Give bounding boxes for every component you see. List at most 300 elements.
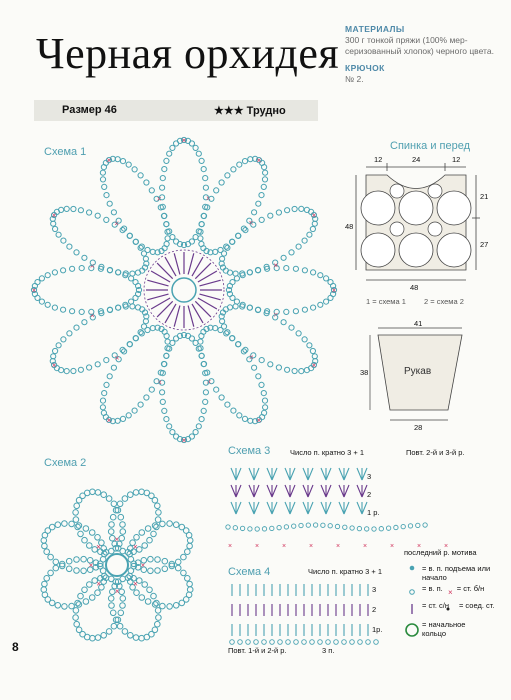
- chain-stitch: [100, 170, 105, 175]
- chain-stitch: [78, 593, 84, 599]
- chain-stitch: [357, 526, 361, 530]
- sc-stitch: ×: [89, 261, 95, 271]
- scheme4-row2: 2: [372, 605, 377, 614]
- sc-stitch: ×: [255, 543, 260, 550]
- chain-stitch: [79, 266, 84, 271]
- chain-stitch: [44, 576, 50, 582]
- chain-stitch: [67, 244, 72, 249]
- chain-stitch: [201, 167, 206, 172]
- chain-stitch: [281, 255, 286, 260]
- sc-stitch: ×: [96, 579, 102, 589]
- dim-top-right: 12: [452, 155, 461, 164]
- chain-stitch: [162, 408, 167, 413]
- chain-stitch: [49, 600, 55, 606]
- fan-stitch: [285, 502, 295, 514]
- chain-stitch: [83, 526, 89, 532]
- chain-stitch: [292, 206, 297, 211]
- chain-stitch: [73, 615, 79, 621]
- chain-stitch: [95, 635, 101, 641]
- chain-stitch: [187, 543, 193, 549]
- chain-stitch: [111, 365, 116, 370]
- chain-stitch: [55, 522, 61, 528]
- chain-stitch: [79, 309, 84, 314]
- chain-stitch: [61, 238, 66, 243]
- chain-stitch: [84, 634, 90, 640]
- scheme2-label: Схема 2: [44, 457, 87, 469]
- chain-stitch: [285, 208, 290, 213]
- chain-stitch: [81, 568, 87, 574]
- chain-stitch: [133, 635, 139, 641]
- chain-stitch: [262, 410, 267, 415]
- chain-stitch: [69, 521, 75, 527]
- chain-stitch: [324, 276, 329, 281]
- chain-stitch: [334, 640, 339, 645]
- dc-stitch: [147, 294, 168, 300]
- chain-stitch: [42, 532, 48, 538]
- chain-stitch: [120, 603, 126, 609]
- chain-stitch: [61, 307, 66, 312]
- chain-stitch: [101, 633, 107, 639]
- chain-stitch: [71, 368, 76, 373]
- chain-stitch: [89, 530, 95, 536]
- chain-stitch: [259, 193, 264, 198]
- materials-text: 300 г тонкой пряжи (100% мер-серизованный хлопок) черного цвета.: [345, 35, 494, 56]
- chain-stitch: [318, 640, 323, 645]
- chain-stitch: [73, 517, 79, 523]
- chain-stitch: [199, 222, 204, 227]
- chain-stitch: [187, 581, 193, 587]
- chain-stitch: [74, 503, 80, 509]
- chain-stitch: [262, 177, 267, 182]
- chain-stitch: [326, 640, 331, 645]
- chain-stitch: [259, 358, 264, 363]
- chain-stitch: [148, 568, 154, 574]
- chain-stitch: [61, 268, 66, 273]
- sc-stitch: ×: [31, 286, 37, 295]
- chain-stitch: [100, 398, 105, 403]
- chain-stitch: [56, 343, 61, 348]
- chain-stitch: [70, 309, 75, 314]
- chain-stitch: [82, 320, 87, 325]
- chain-stitch: [233, 526, 237, 530]
- chain-stitch: [193, 430, 198, 435]
- chain-stitch: [135, 305, 140, 310]
- chain-stitch: [39, 276, 44, 281]
- chain-stitch: [132, 408, 137, 413]
- chain-stitch: [134, 535, 140, 541]
- chain-stitch: [129, 299, 134, 304]
- chain-stitch: [268, 213, 273, 218]
- chain-stitch: [74, 568, 80, 574]
- fan-stitch: [303, 468, 313, 480]
- chain-stitch: [254, 640, 259, 645]
- sc-stitch: ×: [114, 535, 120, 544]
- chain-stitch: [318, 273, 323, 278]
- chain-stitch: [203, 399, 208, 404]
- chain-stitch: [310, 640, 315, 645]
- sc-stitch: ×: [248, 218, 254, 228]
- chain-stitch: [147, 587, 153, 593]
- chain-stitch: [78, 531, 84, 537]
- chain-stitch: [193, 145, 198, 150]
- page-title: Черная орхидея: [36, 29, 340, 78]
- chain-stitch: [127, 342, 132, 347]
- chain-stitch: [74, 621, 80, 627]
- chain-stitch: [299, 523, 303, 527]
- chain-stitch: [138, 402, 143, 407]
- chain-stitch: [82, 587, 88, 593]
- fan-stitch: [249, 468, 259, 480]
- chain-stitch: [224, 331, 229, 336]
- chain-stitch: [299, 206, 304, 211]
- chain-stitch: [289, 250, 294, 255]
- chain-stitch: [175, 565, 181, 571]
- chain-stitch: [156, 615, 162, 621]
- chain-stitch: [111, 623, 117, 629]
- chain-stitch: [89, 595, 95, 601]
- chain-stitch: [165, 339, 170, 344]
- chain-stitch: [75, 524, 81, 530]
- chain-stitch: [155, 568, 161, 574]
- scheme3-rows: Повт. 2-й и 3-й р.: [406, 448, 465, 457]
- chain-stitch: [296, 244, 301, 249]
- chain-stitch: [318, 302, 323, 307]
- chain-stitch: [296, 331, 301, 336]
- chain-stitch: [127, 233, 132, 238]
- chain-stitch: [174, 336, 179, 341]
- chain-stitch: [292, 368, 297, 373]
- chain-stitch: [179, 524, 185, 530]
- chain-stitch: [154, 600, 160, 606]
- difficulty-stars-icon: ★★★: [214, 105, 244, 117]
- chain-stitch: [109, 522, 115, 528]
- chain-stitch: [247, 270, 252, 275]
- chain-stitch: [358, 640, 363, 645]
- sc-stitch: ×: [181, 136, 187, 145]
- fan-stitch: [339, 502, 349, 514]
- sc-stitch: ×: [256, 156, 262, 166]
- chain-stitch: [259, 217, 264, 222]
- chain-stitch: [53, 226, 58, 231]
- chain-stitch: [262, 640, 267, 645]
- sc-stitch: ×: [311, 361, 317, 370]
- chain-stitch: [62, 604, 68, 610]
- sc-stitch: ×: [206, 377, 212, 387]
- chain-stitch: [386, 526, 390, 530]
- legend-item-2: = ст. б/н: [456, 584, 485, 593]
- chain-stitch: [155, 608, 161, 614]
- sc-stitch: ×: [140, 560, 146, 570]
- chain-stitch: [233, 304, 238, 309]
- fan-stitch: [267, 468, 277, 480]
- chain-stitch: [116, 305, 121, 310]
- chain-stitch: [95, 590, 101, 596]
- chain-stitch: [263, 405, 268, 410]
- chain-stitch: [120, 159, 125, 164]
- chain-stitch: [311, 270, 316, 275]
- legend-item-0: = в. п. подъема или начало: [422, 564, 491, 582]
- small-motif-circle: [390, 222, 404, 236]
- chain-stitch: [203, 185, 208, 190]
- chain-stitch: [203, 176, 208, 181]
- sc-stitch: ×: [114, 218, 120, 228]
- chain-stitch: [408, 524, 412, 528]
- starting-ring: [106, 554, 128, 576]
- chain-stitch: [133, 490, 139, 496]
- chain-stitch: [199, 353, 204, 358]
- dc-stitch: [174, 306, 180, 327]
- chain-stitch: [167, 151, 172, 156]
- scheme4-row3: 3: [372, 585, 377, 594]
- chain-stitch: [138, 330, 143, 335]
- chain-stitch: [141, 324, 146, 329]
- legend-item-5: = начальное кольцо: [422, 620, 466, 638]
- chain-stitch: [118, 514, 124, 520]
- sleeve-label: Рукав: [404, 366, 432, 377]
- dc-stitch: [188, 253, 194, 274]
- chain-stitch: [307, 232, 312, 237]
- chain-stitch: [145, 526, 151, 532]
- chain-stitch: [230, 239, 235, 244]
- chain-stitch: [225, 173, 230, 178]
- chain-stitch: [90, 489, 96, 495]
- chain-stitch: [76, 523, 82, 529]
- chain-stitch: [276, 210, 281, 215]
- chain-stitch: [219, 395, 224, 400]
- chain-stitch: [53, 565, 59, 571]
- chain-stitch: [160, 176, 165, 181]
- chain-stitch: [120, 596, 126, 602]
- chain-stitch: [119, 535, 125, 541]
- scheme2-diagram: [41, 489, 193, 641]
- chain-stitch: [95, 535, 101, 541]
- sc-stitch: ×: [273, 310, 279, 320]
- chain-stitch: [52, 270, 57, 275]
- back-front-label: Спинка и перед: [390, 140, 471, 152]
- chain-stitch: [230, 640, 235, 645]
- chain-stitch: [302, 337, 307, 342]
- dim-bottom: 48: [410, 283, 419, 292]
- chain-stitch: [242, 416, 247, 421]
- sc-stitch: ×: [106, 156, 112, 166]
- scheme3-repeat: Число п. кратно 3 + 1: [290, 448, 365, 457]
- chain-stitch: [237, 413, 242, 418]
- dim-top-mid: 24: [412, 155, 421, 164]
- chain-stitch: [160, 390, 165, 395]
- page-number: 8: [12, 640, 19, 654]
- chain-stitch: [307, 343, 312, 348]
- chain-stitch: [100, 405, 105, 410]
- chain-stitch: [302, 268, 307, 273]
- chain-stitch: [302, 640, 307, 645]
- chain-stitch: [231, 167, 236, 172]
- chain-stitch: [59, 368, 64, 373]
- difficulty-text: Трудно: [246, 105, 286, 117]
- sc-stitch: ×: [256, 415, 262, 425]
- chain-stitch: [41, 587, 47, 593]
- chain-stitch: [196, 151, 201, 156]
- chain-stitch: [394, 525, 398, 529]
- chain-stitch: [173, 603, 179, 609]
- dim-top-left: 12: [374, 155, 383, 164]
- chain-stitch: [120, 416, 125, 421]
- chain-stitch: [285, 367, 290, 372]
- chain-stitch: [101, 165, 106, 170]
- fan-stitch: [267, 485, 277, 497]
- chain-stitch: [111, 210, 116, 215]
- chain-stitch: [111, 501, 117, 507]
- chain-stitch: [42, 543, 48, 549]
- chain-stitch: [101, 492, 107, 498]
- chain-stitch: [118, 610, 124, 616]
- scheme4-rows: Повт. 1-й и 2-й р.: [228, 646, 287, 655]
- chain-stitch: [231, 408, 236, 413]
- small-motif-circle: [390, 184, 404, 198]
- chain-stitch: [76, 602, 82, 608]
- chain-stitch: [95, 213, 100, 218]
- chain-stitch: [144, 180, 149, 185]
- chain-stitch: [276, 365, 281, 370]
- chain-stitch: [255, 527, 259, 531]
- chain-stitch: [107, 374, 112, 379]
- chain-stitch: [44, 549, 50, 555]
- chain-stitch: [342, 640, 347, 645]
- chain-stitch: [261, 184, 266, 189]
- fan-stitch: [339, 468, 349, 480]
- chain-stitch: [292, 524, 296, 528]
- chain-stitch: [324, 299, 329, 304]
- chain-stitch: [284, 525, 288, 529]
- chain-stitch: [185, 549, 191, 555]
- chain-stitch: [238, 640, 243, 645]
- chain-stitch: [152, 523, 158, 529]
- chain-stitch: [147, 537, 153, 543]
- chain-stitch: [107, 201, 112, 206]
- chain-stitch: [109, 603, 115, 609]
- sc-stitch: ×: [181, 436, 187, 445]
- chain-stitch: [87, 210, 92, 215]
- chain-stitch: [293, 266, 298, 271]
- chain-stitch: [299, 369, 304, 374]
- sc-stitch: ×: [309, 543, 314, 550]
- scheme1-diagram: [31, 136, 336, 445]
- sleeve-bottom-dim: 28: [414, 423, 423, 432]
- chain-stitch: [67, 331, 72, 336]
- fan-stitch: [357, 485, 367, 497]
- chain-stitch: [45, 273, 50, 278]
- sc-stitch: ×: [89, 310, 95, 320]
- small-motif-circle: [428, 222, 442, 236]
- chain-stitch: [236, 233, 241, 238]
- chain-stitch: [48, 554, 54, 560]
- sc-stitch: ×: [282, 543, 287, 550]
- chain-stitch: [294, 640, 299, 645]
- chain-stitch: [87, 543, 93, 549]
- sleeve-top-dim: 41: [414, 319, 423, 328]
- chain-stitch: [401, 524, 405, 528]
- chain-stitch: [152, 627, 158, 633]
- dc-stitch: [147, 280, 168, 286]
- chain-stitch: [35, 295, 40, 300]
- chain-stitch: [311, 305, 316, 310]
- chain-stitch: [230, 295, 235, 300]
- chain-stitch: [130, 271, 135, 276]
- dc-stitch: [188, 306, 194, 327]
- chain-stitch: [128, 633, 134, 639]
- chain-stitch: [242, 159, 247, 164]
- chain-stitch: [423, 523, 427, 527]
- chain-stitch: [187, 587, 193, 593]
- chain-stitch: [416, 523, 420, 527]
- chain-stitch: [181, 570, 187, 576]
- chain-stitch: [201, 408, 206, 413]
- chain-stitch: [164, 158, 169, 163]
- chain-stitch: [262, 527, 266, 531]
- chain-stitch: [117, 623, 123, 629]
- chain-stitch: [48, 570, 54, 576]
- chain-stitch: [102, 184, 107, 189]
- sc-stitch: ×: [114, 587, 120, 596]
- chain-stitch: [69, 603, 75, 609]
- chain-stitch: [116, 270, 121, 275]
- chain-stitch: [187, 538, 193, 544]
- chain-stitch: [71, 206, 76, 211]
- chain-stitch: [73, 510, 79, 516]
- sc-stitch: ×: [88, 561, 94, 571]
- chain-stitch: [138, 173, 143, 178]
- chain-stitch: [281, 320, 286, 325]
- chain-stitch: [247, 305, 252, 310]
- chain-stitch: [162, 558, 168, 564]
- sc-stitch: ×: [228, 543, 233, 550]
- chain-stitch: [42, 581, 48, 587]
- chain-stitch: [237, 162, 242, 167]
- sc-stitch: ×: [132, 542, 138, 552]
- sc-stitch: ×: [417, 543, 422, 550]
- chain-stitch: [343, 525, 347, 529]
- dc-stitch: [200, 294, 221, 300]
- sc-stitch: ×: [248, 353, 254, 363]
- dc-stitch: [200, 280, 221, 286]
- chain-stitch: [173, 522, 179, 528]
- chain-stitch: [366, 640, 371, 645]
- chain-stitch: [164, 222, 169, 227]
- chain-stitch: [104, 193, 109, 198]
- fan-stitch: [339, 485, 349, 497]
- chain-stitch: [53, 348, 58, 353]
- chain-stitch: [139, 489, 145, 495]
- dim-left: 48: [345, 222, 354, 231]
- chain-stitch: [139, 595, 145, 601]
- chain-stitch: [225, 245, 230, 250]
- legend-item-1: = в. п.: [422, 584, 443, 593]
- sc-stitch: ×: [51, 361, 57, 370]
- chain-stitch: [155, 557, 161, 563]
- chain-stitch: [174, 141, 179, 146]
- chain-stitch: [214, 387, 219, 392]
- chain-stitch: [70, 266, 75, 271]
- chain-stitch: [289, 325, 294, 330]
- chain-stitch: [139, 635, 145, 641]
- chain-stitch: [149, 387, 154, 392]
- scheme4-repeat-bottom: 3 п.: [322, 646, 335, 655]
- chain-stitch: [193, 340, 198, 345]
- chain-stitch: [284, 309, 289, 314]
- chain-stitch: [302, 307, 307, 312]
- chain-stitch: [117, 501, 123, 507]
- sc-stitch: ×: [311, 211, 317, 220]
- fan-stitch: [321, 485, 331, 497]
